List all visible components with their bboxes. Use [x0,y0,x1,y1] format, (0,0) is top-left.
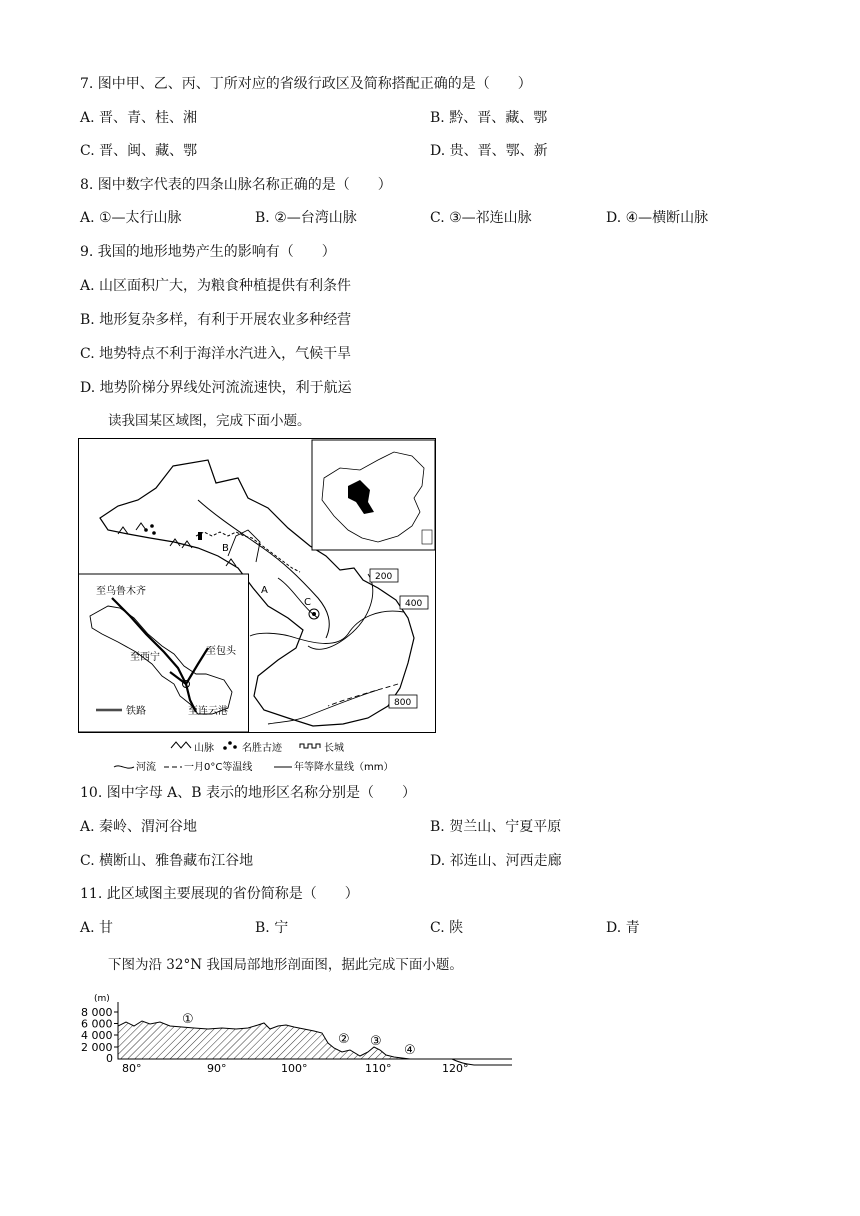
profile-y-tick-0: 0 [106,1052,113,1065]
profile-mark-2: ② [338,1032,350,1047]
q7-option-a[interactable]: A. 晋、青、桂、湘 [80,110,198,126]
q8-option-a[interactable]: A. ①—太行山脉 [80,210,182,226]
profile-terrain [118,1021,410,1059]
isohyet-label-400: 400 [405,599,423,609]
q11-option-a[interactable]: A. 甘 [80,920,114,936]
inset-label-xining: 至西宁 [130,652,160,663]
inset-legend-railway: 铁路 [126,706,146,717]
map-label-b: B [222,543,229,554]
q8-option-b[interactable]: B. ②—台湾山脉 [255,210,357,226]
inset-label-lianyungang: 至连云港 [188,706,228,717]
profile-x-tick-100: 100° [281,1062,308,1074]
q8-option-c[interactable]: C. ③—祁连山脉 [430,210,532,226]
terrain-profile [78,988,518,1074]
q9-option-b[interactable]: B. 地形复杂多样，有利于开展农业多种经营 [80,312,352,328]
profile-intro: 下图为沿 32°N 我国局部地形剖面图，据此完成下面小题。 [108,957,463,973]
profile-x-tick-120: 120° [442,1062,469,1074]
region-map [78,438,436,734]
map-label-c: C [304,597,311,608]
map-label-a: A [261,585,268,596]
q7-option-d[interactable]: D. 贵、晋、鄂、新 [430,143,548,159]
profile-y-tick-2000: 2 000 [81,1041,113,1054]
q11-option-b[interactable]: B. 宁 [255,920,289,936]
q10-option-d[interactable]: D. 祁连山、河西走廊 [430,853,562,869]
legend-river: 河流 [136,762,156,773]
q9-option-c[interactable]: C. 地势特点不利于海洋水汽进入，气候干旱 [80,346,352,362]
q8-stem: 8. 图中数字代表的四条山脉名称正确的是（ ） [80,177,392,193]
q11-stem: 11. 此区域图主要展现的省份简称是（ ） [80,886,359,902]
q10-option-c[interactable]: C. 横断山、雅鲁藏布江谷地 [80,853,254,869]
legend-isotherm: 一月0°C等温线 [184,762,253,773]
china-locator-inset [312,440,435,550]
legend-mountain: 山脉 [194,743,214,754]
profile-mark-3: ③ [370,1034,382,1049]
q7-option-b[interactable]: B. 黔、晋、藏、鄂 [430,110,548,126]
q10-option-a[interactable]: A. 秦岭、渭河谷地 [80,819,198,835]
q9-option-a[interactable]: A. 山区面积广大，为粮食种植提供有利条件 [80,278,352,294]
q9-option-d[interactable]: D. 地势阶梯分界线处河流流速快，利于航运 [80,380,352,396]
legend-wall: 长城 [324,743,344,754]
q9-stem: 9. 我国的地形地势产生的影响有（ ） [80,244,336,260]
q10-stem: 10. 图中字母 A、B 表示的地形区名称分别是（ ） [80,785,417,801]
profile-y-tick-6000: 6 000 [81,1017,113,1031]
q11-option-c[interactable]: C. 陕 [430,920,464,936]
profile-y-tick-8000: 8 000 [81,1006,113,1019]
legend-precip: 年等降水量线（mm） [294,762,394,773]
q7-stem: 7. 图中甲、乙、丙、丁所对应的省级行政区及简称搭配正确的是（ ） [80,76,532,92]
railway-inset [79,574,249,732]
profile-x-tick-110: 110° [365,1062,392,1074]
profile-x-tick-90: 90° [207,1062,227,1074]
profile-x-tick-80: 80° [122,1062,142,1074]
isohyet-label-800: 800 [394,698,412,708]
profile-mark-1: ① [182,1012,194,1027]
inset-label-baotou: 至包头 [206,646,236,657]
q7-option-c[interactable]: C. 晋、闽、藏、鄂 [80,143,198,159]
inset-label-urumqi: 至乌鲁木齐 [96,586,146,597]
profile-unit: (m) [94,994,110,1004]
q8-option-d[interactable]: D. ④—横断山脉 [606,210,709,226]
map-intro: 读我国某区域图，完成下面小题。 [108,413,311,429]
profile-mark-4: ④ [404,1043,416,1058]
q11-option-d[interactable]: D. 青 [606,920,640,936]
q10-option-b[interactable]: B. 贺兰山、宁夏平原 [430,819,562,835]
profile-y-tick-4000: 4 000 [81,1029,113,1042]
isohyet-label-200: 200 [375,572,393,582]
legend-sites: 名胜古迹 [242,743,282,754]
map-legend [78,738,436,774]
